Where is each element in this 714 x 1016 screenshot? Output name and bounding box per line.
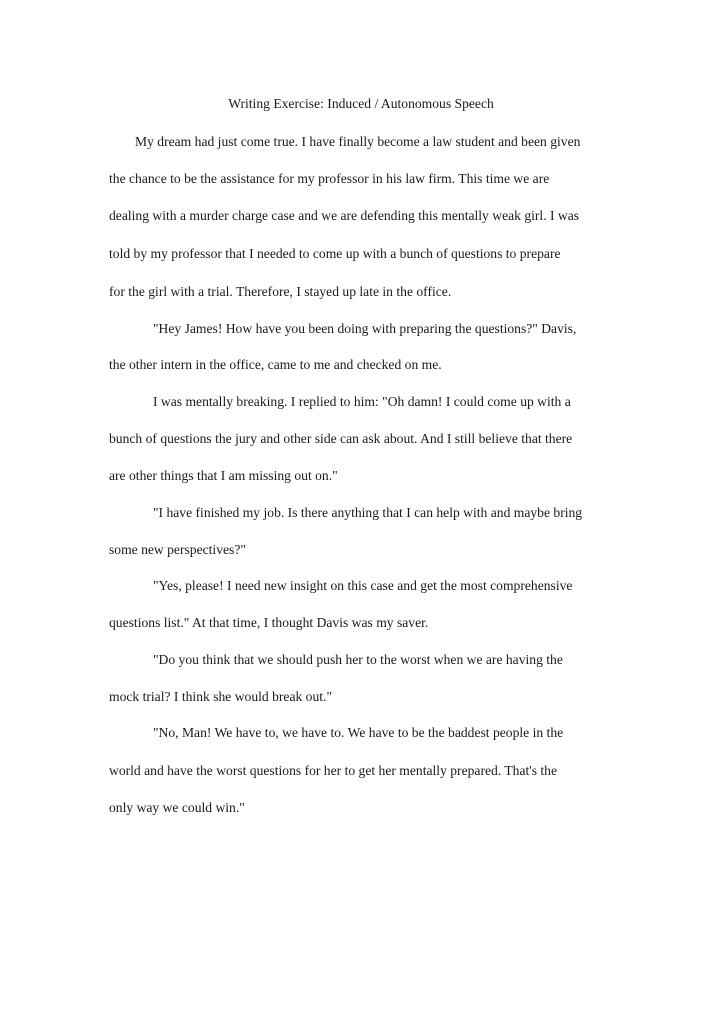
text-line: questions list." At that time, I thought Davis was my saver.	[109, 615, 429, 630]
text-line: are other things that I am missing out on."	[109, 468, 338, 483]
text-line: the other intern in the office, came to me and checked on me.	[109, 357, 442, 372]
text-line: "I have finished my job. Is there anything that I can help with and maybe bring	[153, 505, 583, 520]
text-line: "No, Man! We have to, we have to. We have to be the baddest people in the	[153, 725, 564, 740]
text-line: the chance to be the assistance for my professor in his law firm. This time we are	[109, 171, 550, 186]
text-line: some new perspectives?"	[109, 542, 246, 557]
text-line: only way we could win."	[109, 800, 245, 815]
text-line: "Hey James! How have you been doing with preparing the questions?" Davis,	[153, 321, 577, 336]
text-line: world and have the worst questions for her to get her mentally prepared. That's the	[109, 763, 558, 778]
text-line: I was mentally breaking. I replied to him: "Oh damn! I could come up with a	[153, 394, 571, 409]
text-line: mock trial? I think she would break out."	[109, 689, 332, 704]
document-title: Writing Exercise: Induced / Autonomous Speech	[228, 96, 494, 111]
text-line: for the girl with a trial. Therefore, I stayed up late in the office.	[109, 284, 452, 299]
text-line: My dream had just come true. I have finally become a law student and been given	[135, 134, 581, 149]
text-line: bunch of questions the jury and other side can ask about. And I still believe that there	[109, 431, 573, 446]
text-line: dealing with a murder charge case and we are defending this mentally weak girl. I was	[109, 208, 580, 223]
text-line: told by my professor that I needed to come up with a bunch of questions to prepare	[109, 246, 561, 261]
text-line: "Do you think that we should push her to the worst when we are having the	[153, 652, 563, 667]
text-line: "Yes, please! I need new insight on this case and get the most comprehensive	[153, 578, 573, 593]
